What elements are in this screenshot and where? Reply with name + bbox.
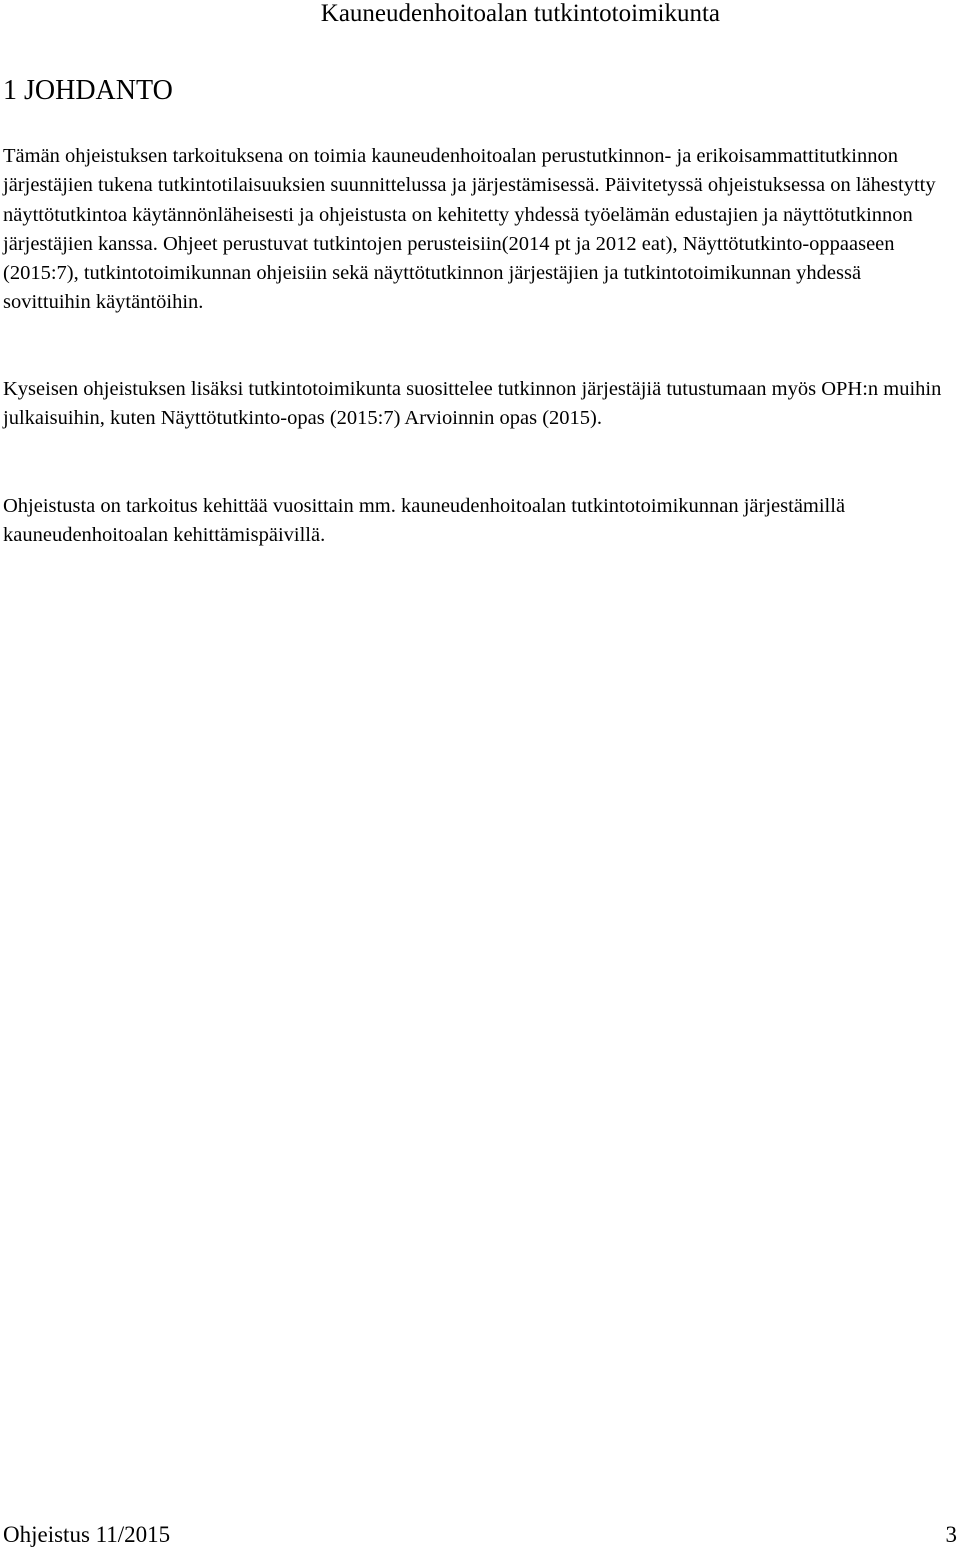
footer-document-label: Ohjeistus 11/2015 [3,1522,171,1547]
development-paragraph: Ohjeistusta on tarkoitus kehittää vuosittain mm. kauneudenhoitoalan tutkintotoimikunnan järjestämillä kauneudenhoitoalan kehittämispäivillä. [3,495,846,547]
intro-paragraph: Tämän ohjeistuksen tarkoituksena on toimia kauneudenhoitoalan perustutkinnon- ja erikoisammattitutkinnon järjestäjien tukena tutkintotilaisuuksien suunnittelussa ja järjestämisessä. Päivitetyssä ohjeistuksessa on lähestytty näyttötutkintoa käytännönläheisesti ja ohjeistusta on kehitetty yhdessä työelämän edustajien ja näyttötutkinnon järjestäjien kanssa. Ohjeet perustuvat tutkintojen perusteisiin(2014 pt ja 2012 eat), Näyttötutkinto-oppaaseen (2015:7), tutkintotoimikunnan ohjeisiin sekä näyttötutkinnon järjestäjien ja tutkintotoimikunnan yhdessä sovittuihin käytäntöihin. [3,145,936,314]
recommendation-paragraph: Kyseisen ohjeistuksen lisäksi tutkintotoimikunta suosittelee tutkinnon järjestäjiä tutustumaan myös OPH:n muihin julkaisuihin, kuten Näyttötutkinto-opas (2015:7) Arvioinnin opas (2015). [3,378,942,430]
running-header-title: Kauneudenhoitoalan tutkintotoimikunta [320,0,720,27]
section-heading: 1 JOHDANTO [3,75,173,106]
page-number: 3 [945,1522,957,1547]
